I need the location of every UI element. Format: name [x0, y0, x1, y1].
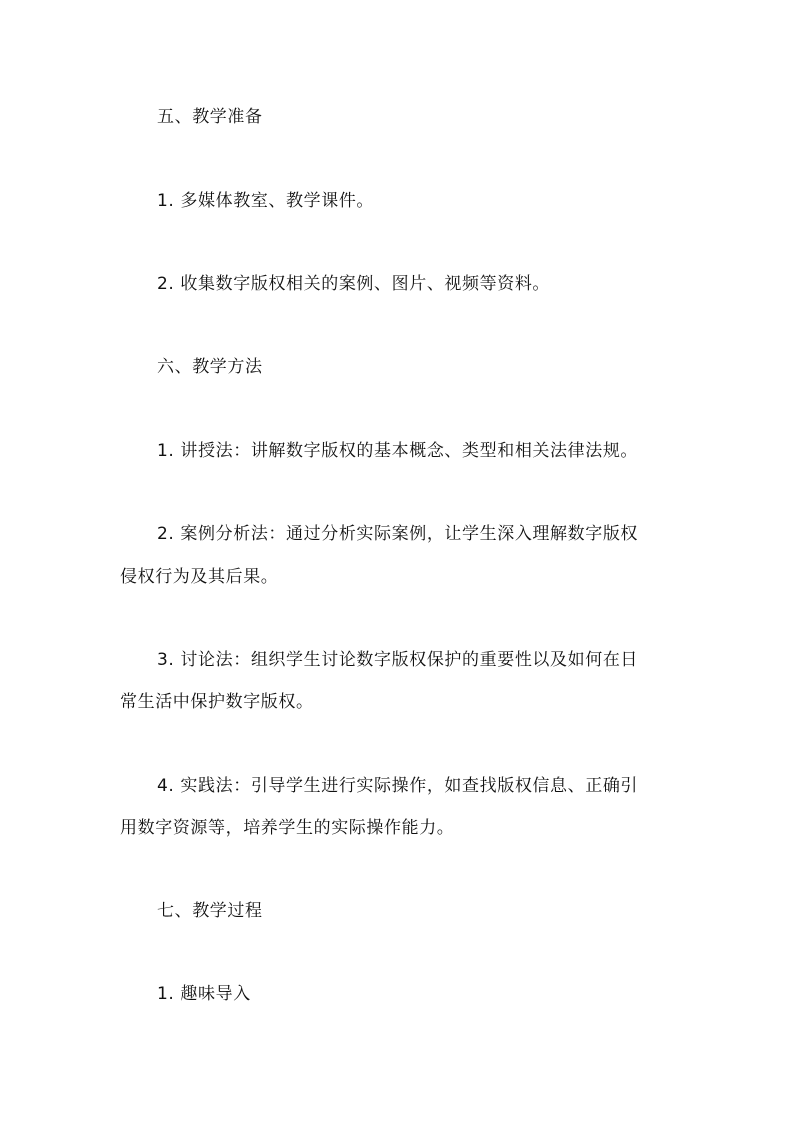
list-item: 4. 实践法：引导学生进行实际操作，如查找版权信息、正确引 — [157, 776, 639, 796]
list-item: 1. 多媒体教室、教学课件。 — [157, 191, 375, 211]
list-item: 1. 趣味导入 — [157, 984, 251, 1004]
list-item: 2. 案例分析法：通过分析实际案例，让学生深入理解数字版权 — [157, 524, 639, 544]
list-item: 1. 讲授法：讲解数字版权的基本概念、类型和相关法律法规。 — [157, 441, 639, 461]
list-item-continuation: 常生活中保护数字版权。 — [120, 692, 314, 712]
list-item-continuation: 用数字资源等，培养学生的实际操作能力。 — [120, 818, 455, 838]
section-heading-preparation: 五、教学准备 — [157, 107, 263, 127]
list-item-continuation: 侵权行为及其后果。 — [120, 567, 279, 587]
list-item: 2. 收集数字版权相关的案例、图片、视频等资料。 — [157, 274, 551, 294]
section-heading-process: 七、教学过程 — [157, 901, 263, 921]
section-heading-methods: 六、教学方法 — [157, 357, 263, 377]
list-item: 3. 讨论法：组织学生讨论数字版权保护的重要性以及如何在日 — [157, 650, 639, 670]
